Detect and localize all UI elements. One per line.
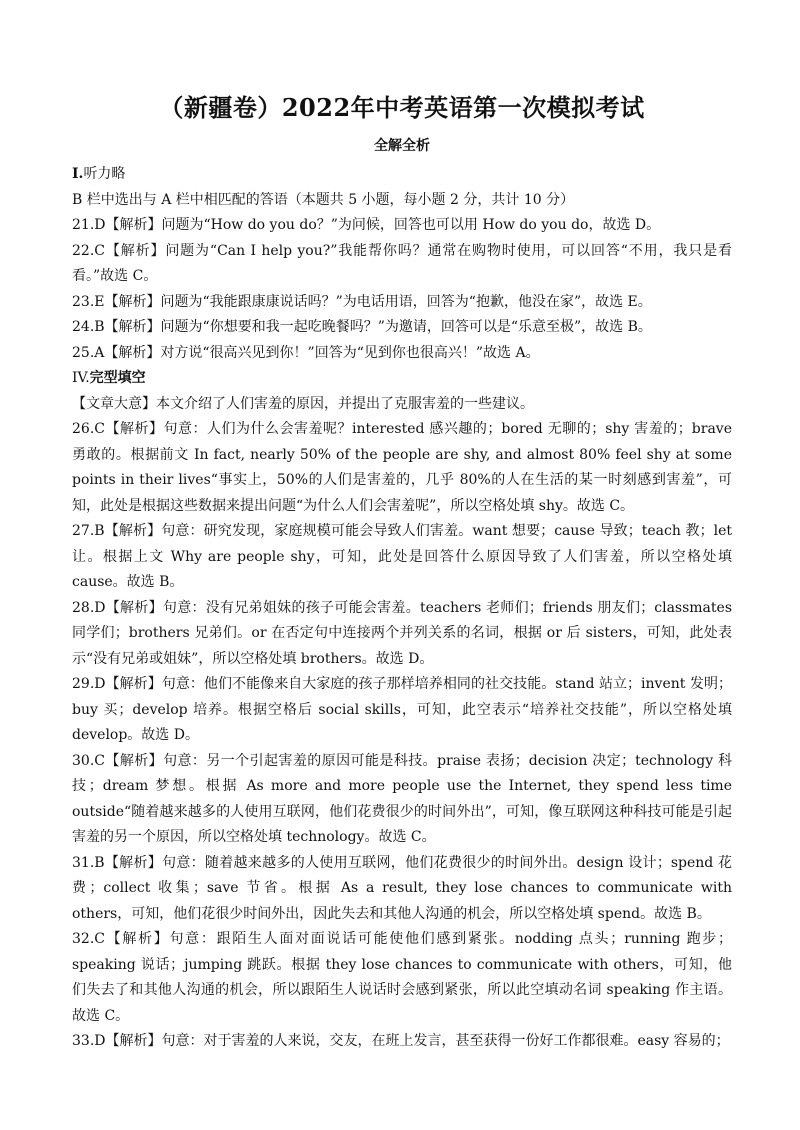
paragraph: 32.C【解析】句意：跟陌生人面对面说话可能使他们感到紧张。nodding 点头；running 跑步；speaking 说话；jumping 跳跃。根据 they lose chances to communicate with others，可知，他们失去了和其他人沟通的机会，所以跟陌生人说话时会感到紧张，所以此空填动名词 speaking 作主语。故选 C。: [72, 931, 732, 1024]
paragraph: 29.D【解析】句意：他们不能像来自大家庭的孩子那样培养相同的社交技能。stand 站立；invent 发明；buy 买；develop 培养。根据空格后 social skills，可知，此空表示“培养社交技能”，所以空格处填 develop。故选 D。: [72, 676, 732, 743]
paragraph: B 栏中选出与 A 栏中相匹配的答语（本题共 5 小题，每小题 2 分，共计 10 分）: [72, 191, 575, 208]
paragraph: 【文章大意】本文介绍了人们害羞的原因，并提出了克服害羞的一些建议。: [72, 395, 534, 412]
paragraph: 23.E【解析】问题为“我能跟康康说话吗？”为电话用语，回答为“抱歉，他没在家”，故选 E。: [72, 293, 652, 310]
paragraph: 28.D【解析】句意：没有兄弟姐妹的孩子可能会害羞。teachers 老师们；friends 朋友们；classmates 同学们；brothers 兄弟们。or 在否定句中连接两个并列关系的名词，根据 or 后 sisters，可知，此处表示“没有兄弟或姐妹”，所以空格处填 brothers。故选 D。: [72, 599, 732, 667]
document-body: [72, 162, 732, 1055]
section-heading-listening: [72, 162, 732, 188]
document-title: （新疆卷）2022年中考英语第一次模拟考试: [159, 93, 645, 122]
paragraph: 24.B【解析】问题为“你想要和我一起吃晚餐吗？”为邀请，回答可以是“乐意至极”，故选 B。: [72, 319, 652, 335]
paragraph: 25.A【解析】对方说“很高兴见到你！”回答为“见到你也很高兴！”故选 A。: [72, 344, 540, 361]
paragraph: 22.C【解析】问题为“Can I help you?”我能帮你吗？通常在购物时使用，可以回答“不用，我只是看看。”故选 C。: [72, 242, 732, 284]
section-heading-cloze: [72, 366, 732, 392]
section-roman-numeral: IV.: [72, 370, 90, 386]
section-heading-text: 完型填空: [89, 370, 146, 386]
paragraph: 33.D【解析】句意：对于害羞的人来说，交友，在班上发言，甚至获得一份好工作都很难。easy 容易的；: [72, 1033, 730, 1049]
paragraph: 31.B【解析】句意：随着越来越多的人使用互联网，他们花费很少的时间外出。design 设计；spend 花费；collect 收集；save 节省。根据 As a result, they lose chances to communicate with others，可知，他们花很少时间外出，因此失去和其他人沟通的机会，所以空格处填 spend。故选 B。: [72, 854, 732, 922]
document-subtitle: 全解全析: [374, 138, 430, 154]
section-roman-numeral: I.: [72, 166, 84, 182]
paragraph: 26.C【解析】句意：人们为什么会害羞呢？interested 感兴趣的；bored 无聊的；shy 害羞的；brave 勇敢的。根据前文 In fact, nearly 50% of the people are shy, and almost 80% feel shy at some points in their lives“事实上，50%的人们是害羞的，几乎 80%的人在生活的某一时刻感到害羞”，可知，此处是根据这些数据来提出问题“为什么人们会害羞呢”，所以空格处填 shy。故选 C。: [72, 421, 732, 514]
section-heading-text: 听力略: [83, 166, 126, 182]
paragraph: 27.B【解析】句意：研究发现，家庭规模可能会导致人们害羞。want 想要；cause 导致；teach 教；let 让。根据上文 Why are people shy，可知，此处是回答什么原因导致了人们害羞，所以空格处填 cause。故选 B。: [72, 523, 732, 590]
paragraph: 30.C【解析】句意：另一个引起害羞的原因可能是科技。praise 表扬；decision 决定；technology 科技；dream 梦想。根据 As more and more people use the Internet, they spend less time outside“随着越来越多的人使用互联网，他们花费很少的时间外出”，可知，像互联网这种科技可能是引起害羞的另一个原因，所以空格处填 technology。故选 C。: [72, 752, 732, 845]
paragraph: 21.D【解析】问题为“How do you do？”为问候，回答也可以用 How do you do，故选 D。: [72, 217, 661, 233]
